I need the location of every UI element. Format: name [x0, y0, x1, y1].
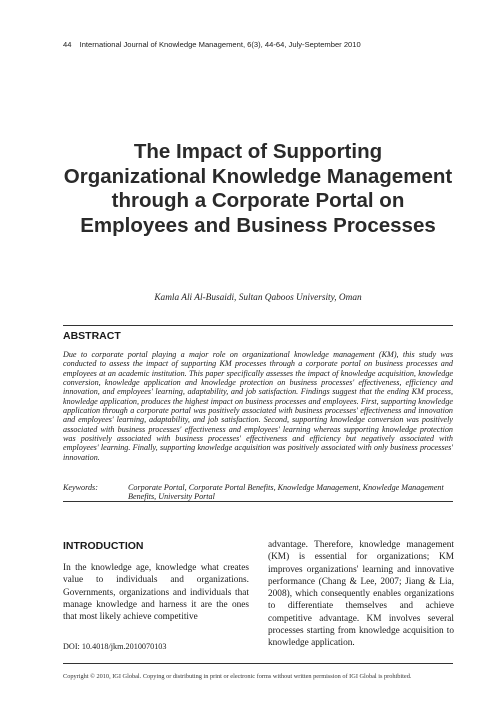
- introduction-heading: INTRODUCTION: [63, 540, 144, 552]
- abstract-top-rule: [63, 325, 453, 326]
- introduction-left-column: In the knowledge age, knowledge what creates value to individuals and organizations. Governments, organizations and individuals that manage knowledge and harness it are the ones that most likely achieve competitive: [63, 563, 249, 623]
- keywords-text: Corporate Portal, Corporate Portal Benefits, Knowledge Management, Knowledge Management Benefits, University Portal: [128, 483, 444, 502]
- page-number: 44: [63, 40, 72, 49]
- footer-rule: [63, 663, 453, 664]
- running-header: [63, 40, 453, 49]
- doi: DOI: 10.4018/jkm.2010070103: [63, 642, 167, 651]
- author-affiliation: Kamla Ali Al-Busaidi, Sultan Qaboos University, Oman: [154, 293, 362, 303]
- journal-citation: International Journal of Knowledge Management, 6(3), 44-64, July-September 2010: [79, 40, 361, 49]
- abstract-text: Due to corporate portal playing a major role on organizational knowledge management (KM), this study was conducted to assess the impact of supporting KM processes through a corporate portal on business processes and employees at an academic institution. This paper specifically assesses the impact of knowledge acquisition, knowledge conversion, knowledge application and knowledge protection on business processes' effectiveness, efficiency and innovation, and employees' learning, adaptability, and job satisfaction. Findings suggest that the ending KM process, knowledge application, produces the highest impact on business processes and employees. First, supporting knowledge application through a corporate portal was positively associated with business processes' effectiveness and innovation and employees' learning, adaptability, and job satisfaction. Second, supporting knowledge conversion was positively associated with business processes' effectiveness and employees' learning whereas supporting knowledge protection was positively associated with business processes' effectiveness and efficiency but negatively associated with employees' learning. Finally, supporting knowledge acquisition was positively associated with only business processes' innovation.: [63, 350, 453, 462]
- abstract-heading: ABSTRACT: [63, 330, 121, 342]
- paper-title: The Impact of Supporting Organizational Knowledge Management through a Corporate Portal on Employees and Business Processes: [63, 140, 453, 237]
- copyright-notice: Copyright © 2010, IGI Global. Copying or distributing in print or electronic forms without written permission of IGI Global is prohibited.: [63, 673, 412, 680]
- abstract-bottom-rule: [63, 501, 453, 502]
- introduction-right-column: advantage. Therefore, knowledge management (KM) is essential for organizations; KM improves organizations' learning and innovative performance (Chang & Lee, 2007; Jiang & Lia, 2008), which consequently enables organizations to differentiate themselves and achieve competitive advantage. KM involves several processes starting from knowledge acquisition to knowledge application.: [268, 540, 454, 649]
- keywords-label: Keywords:: [63, 483, 98, 492]
